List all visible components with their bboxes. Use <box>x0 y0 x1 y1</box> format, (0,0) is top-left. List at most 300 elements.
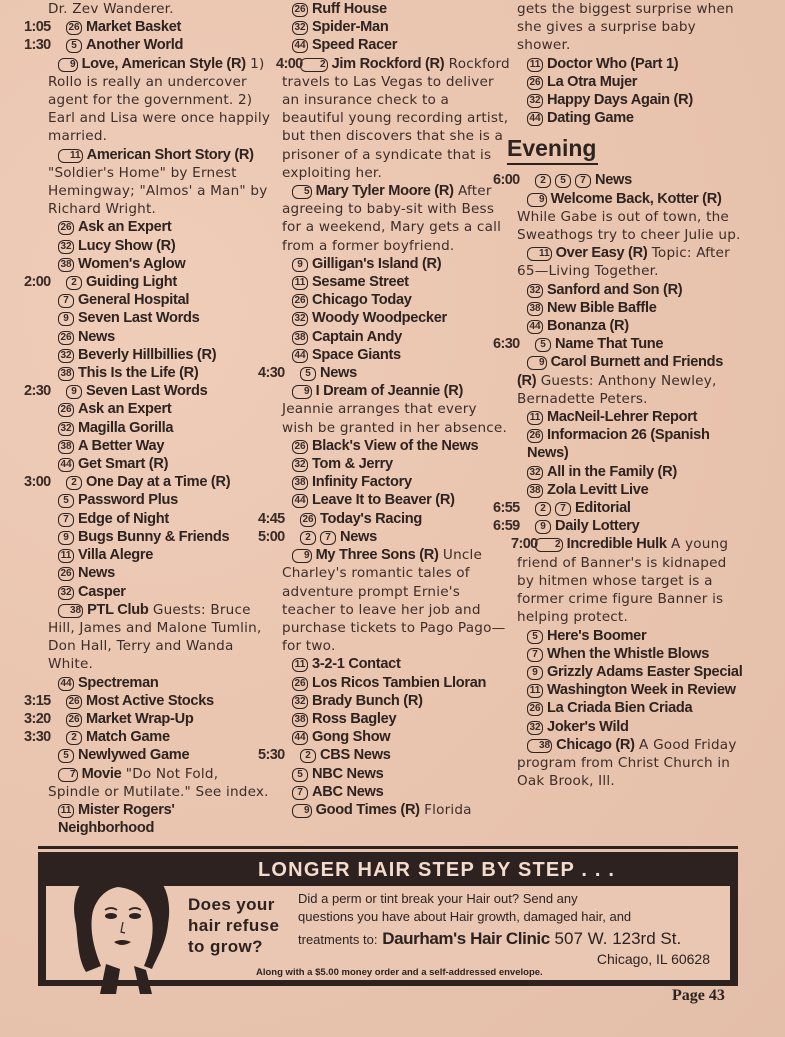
channel-number-icon: 38 <box>527 484 543 498</box>
channel-number-icon: 11 <box>58 804 74 818</box>
channel-number-icon: 26 <box>292 3 308 17</box>
channel-number-icon: 9 <box>58 58 78 72</box>
channel-number-icon: 9 <box>527 356 547 370</box>
listing-entry <box>282 783 510 801</box>
channel-number-icon: 2 <box>66 476 82 490</box>
listing-entry <box>282 309 510 327</box>
listing-entry <box>24 273 272 291</box>
listing-entry <box>517 55 743 73</box>
hair-clinic-ad <box>38 852 738 986</box>
program-description: A Good Friday program from Christ Church in Oak Brook, Ill. <box>517 736 737 790</box>
listing-entry <box>24 728 272 746</box>
channel-number-icon: 26 <box>66 695 82 709</box>
listing-entry <box>48 255 272 273</box>
channel-number-icon: 2 <box>535 538 563 552</box>
channel-number-icon: 32 <box>292 458 308 472</box>
program-title: General Hospital <box>78 292 190 309</box>
program-description: While Gabe is out of town, the Sweathogs try to cheer Julie up. <box>517 208 741 244</box>
program-title: MacNeil-Lehrer Report <box>547 409 698 426</box>
channel-number-icon: 26 <box>58 567 74 581</box>
listing-entry <box>517 190 743 245</box>
channel-number-icon: 32 <box>527 721 543 735</box>
listing-entry <box>48 583 272 601</box>
listing-entry <box>517 281 743 299</box>
listing-entry <box>48 146 272 219</box>
ad-body-line-3-prefix: treatments to: <box>298 932 378 947</box>
channel-number-icon: 9 <box>66 385 82 399</box>
program-description: Florida <box>424 801 472 818</box>
program-title: Chicago Today <box>312 292 412 309</box>
program-title: Edge of Night <box>78 510 169 527</box>
program-description: Jeannie arranges that every wish be granted in her absence. <box>282 401 508 436</box>
program-description: Guests: Anthony Newley, Bernadette Peters. <box>517 372 717 407</box>
listing-entry <box>282 18 510 36</box>
program-title: Woody Woodpecker <box>312 310 447 327</box>
time-slot: 3:30 <box>24 729 51 746</box>
program-title: Washington Week in Review <box>547 682 736 699</box>
program-title: This Is the Life (R) <box>78 365 199 382</box>
listing-column-2 <box>258 0 510 819</box>
ad-body-text <box>298 890 718 967</box>
channel-number-icon: 9 <box>58 312 74 326</box>
program-title: Women's Aglow <box>78 255 186 272</box>
listing-entry <box>517 481 743 499</box>
listing-entry <box>282 273 510 291</box>
channel-number-icon: 2 <box>300 531 316 545</box>
program-title: Over Easy (R) <box>555 245 648 262</box>
channel-number-icon: 2 <box>300 749 316 763</box>
ad-city: Chicago, IL 60628 <box>596 951 710 967</box>
channel-number-icon: 5 <box>66 39 82 53</box>
program-title: Market Basket <box>86 19 182 36</box>
program-description: 1) Rollo is really an undercover agent for the government. 2) Earl and Lisa were once happily married. <box>48 55 271 145</box>
ad-banner-headline: LONGER HAIR STEP BY STEP . . . <box>258 859 616 881</box>
listing-entry <box>517 317 743 335</box>
channel-number-icon: 5 <box>555 174 571 188</box>
program-title: Carol Burnett and Friends (R) <box>517 354 724 389</box>
program-title: Editorial <box>575 500 631 517</box>
ad-question: Does your hair refuse to grow? <box>188 895 280 956</box>
program-title: Incredible Hulk <box>566 536 667 553</box>
program-title: All in the Family (R) <box>547 463 677 480</box>
program-title: Sesame Street <box>312 274 409 291</box>
program-title: Magilla Gorilla <box>78 419 174 436</box>
listing-entry <box>282 710 510 728</box>
listing-column-3 <box>493 0 743 790</box>
program-title: Seven Last Words <box>86 383 208 400</box>
listing-entry <box>517 645 743 663</box>
channel-number-icon: 5 <box>58 749 74 763</box>
program-title: Captain Andy <box>312 328 402 345</box>
listing-entry <box>48 510 272 528</box>
program-title: Ask an Expert <box>78 401 172 418</box>
program-title: NBC News <box>312 765 384 782</box>
time-slot: 2:00 <box>24 274 51 291</box>
channel-number-icon: 9 <box>292 385 312 399</box>
listing-entry <box>48 674 272 692</box>
program-title: Bonanza (R) <box>547 318 629 335</box>
channel-number-icon: 5 <box>292 185 312 199</box>
program-title: Bugs Bunny & Friends <box>78 528 230 545</box>
listing-entry <box>48 0 272 18</box>
listing-entry <box>48 546 272 564</box>
channel-number-icon: 7 <box>58 294 74 308</box>
channel-number-icon: 26 <box>292 440 308 454</box>
listing-entry <box>48 746 272 764</box>
channel-number-icon: 5 <box>300 367 316 381</box>
listing-entry <box>24 382 272 400</box>
program-title: Chicago (R) <box>556 736 635 753</box>
listing-entry <box>517 109 743 127</box>
program-title: Love, American Style (R) <box>81 55 246 72</box>
channel-number-icon: 5 <box>292 768 308 782</box>
program-title: News <box>320 365 357 382</box>
channel-number-icon: 32 <box>58 349 74 363</box>
program-title: Villa Alegre <box>78 547 154 564</box>
listing-entry <box>511 535 743 626</box>
listing-entry <box>282 255 510 273</box>
section-heading-wrap <box>507 127 743 171</box>
listing-entry <box>48 218 272 236</box>
listing-entry <box>24 36 272 54</box>
program-title: Match Game <box>86 729 170 746</box>
channel-number-icon: 38 <box>58 440 74 454</box>
channel-number-icon: 32 <box>58 422 74 436</box>
channel-number-icon: 32 <box>58 586 74 600</box>
channel-number-icon: 11 <box>527 684 543 698</box>
ad-top-rule <box>38 846 738 849</box>
program-title: Zola Levitt Live <box>547 481 649 498</box>
channel-number-icon: 9 <box>58 531 74 545</box>
program-title: Space Giants <box>312 346 401 363</box>
listing-entry <box>48 601 272 674</box>
channel-number-icon: 9 <box>527 193 547 207</box>
page-number: Page 43 <box>672 987 725 1004</box>
time-slot: 3:00 <box>24 474 51 491</box>
time-slot: 6:00 <box>493 172 520 189</box>
listing-entry <box>24 18 272 36</box>
listing-entry <box>48 55 272 146</box>
channel-number-icon: 44 <box>292 494 308 508</box>
time-slot: 5:30 <box>258 747 285 764</box>
channel-number-icon: 2 <box>535 174 551 188</box>
program-description: "Soldier's Home" by Ernest Hemingway; "Almos' a Man" by Richard Wright. <box>48 164 268 218</box>
channel-number-icon: 9 <box>292 804 312 818</box>
listing-entry <box>48 237 272 255</box>
program-title: Newlywed Game <box>78 747 190 764</box>
program-title: PTL Club <box>87 601 149 618</box>
program-title: Spectreman <box>78 674 159 691</box>
channel-number-icon: 11 <box>292 276 308 290</box>
channel-number-icon: 9 <box>292 549 312 563</box>
listing-entry <box>48 765 272 801</box>
program-title: Jim Rockford (R) <box>331 55 445 72</box>
program-title: Here's Boomer <box>547 627 647 644</box>
listing-entry <box>493 499 743 517</box>
listing-entry <box>282 346 510 364</box>
program-title: Leave It to Beaver (R) <box>312 492 455 509</box>
listing-entry <box>517 0 743 55</box>
channel-number-icon: 38 <box>527 739 552 753</box>
program-description: Dr. Zev Wanderer. <box>48 1 174 17</box>
program-title: Today's Racing <box>320 510 422 527</box>
channel-number-icon: 26 <box>527 702 543 716</box>
listing-entry <box>517 353 743 408</box>
channel-number-icon: 2 <box>66 731 82 745</box>
channel-number-icon: 26 <box>292 677 308 691</box>
channel-number-icon: 5 <box>527 630 543 644</box>
program-description: "Do Not Fold, Spindle or Mutilate." See index. <box>48 765 269 800</box>
listing-entry <box>24 710 272 728</box>
program-title: Dating Game <box>547 110 634 127</box>
program-title: News <box>78 565 115 582</box>
time-slot: 6:59 <box>493 518 520 535</box>
channel-number-icon: 7 <box>58 513 74 527</box>
listing-entry <box>282 674 510 692</box>
listing-entry <box>48 364 272 382</box>
program-title: Doctor Who (Part 1) <box>547 55 679 72</box>
channel-number-icon: 32 <box>292 21 308 35</box>
channel-number-icon: 44 <box>58 458 74 472</box>
woman-face-illustration-icon <box>56 854 176 994</box>
channel-number-icon: 26 <box>58 331 74 345</box>
listing-entry <box>48 400 272 418</box>
ad-body-line-2: questions you have about Hair growth, damaged hair, and <box>298 909 632 924</box>
program-title: Another World <box>86 37 184 54</box>
ad-clinic-name: Daurham's Hair Clinic <box>382 929 550 948</box>
listing-entry <box>493 517 743 535</box>
program-title: Brady Bunch (R) <box>312 692 423 709</box>
listing-entry <box>282 692 510 710</box>
channel-number-icon: 44 <box>58 677 74 691</box>
listing-entry <box>48 328 272 346</box>
program-title: Beverly Hillbillies (R) <box>78 346 217 363</box>
channel-number-icon: 44 <box>527 112 543 126</box>
program-title: I Dream of Jeannie (R) <box>315 383 464 400</box>
listing-entry <box>517 627 743 645</box>
listing-entry <box>517 463 743 481</box>
listing-entry <box>48 528 272 546</box>
program-title: Daily Lottery <box>555 518 640 535</box>
channel-number-icon: 38 <box>527 302 543 316</box>
channel-number-icon: 9 <box>292 258 308 272</box>
listing-entry <box>282 491 510 509</box>
program-title: Mister Rogers' Neighborhood <box>58 801 175 837</box>
listing-entry <box>282 382 510 437</box>
channel-number-icon: 26 <box>58 403 74 417</box>
listing-entry <box>517 718 743 736</box>
ad-body-line-1: Did a perm or tint break your Hair out? Send any <box>298 891 578 906</box>
channel-number-icon: 2 <box>535 502 551 516</box>
channel-number-icon: 26 <box>300 513 316 527</box>
listing-entry <box>282 455 510 473</box>
listing-entry <box>24 473 272 491</box>
channel-number-icon: 11 <box>58 549 74 563</box>
time-slot: 2:30 <box>24 383 51 400</box>
listing-entry <box>48 491 272 509</box>
channel-number-icon: 38 <box>58 604 83 618</box>
program-title: La Otra Mujer <box>547 73 638 90</box>
program-title: Casper <box>78 583 126 600</box>
listing-entry <box>282 437 510 455</box>
program-description: gets the biggest surprise when she gives a surprise baby shower. <box>517 1 734 54</box>
listing-entry <box>517 681 743 699</box>
listing-entry <box>517 299 743 317</box>
program-title: New Bible Baffle <box>547 299 657 316</box>
channel-number-icon: 32 <box>527 284 543 298</box>
program-title: Infinity Factory <box>312 474 412 491</box>
channel-number-icon: 38 <box>292 331 308 345</box>
listing-entry <box>24 692 272 710</box>
listing-entry <box>517 699 743 717</box>
channel-number-icon: 9 <box>527 666 543 680</box>
program-title: Sanford and Son (R) <box>547 281 683 298</box>
program-title: News <box>340 528 377 545</box>
time-slot: 3:20 <box>24 710 51 727</box>
program-title: Spider-Man <box>312 19 389 36</box>
channel-number-icon: 7 <box>320 531 336 545</box>
channel-number-icon: 32 <box>58 240 74 254</box>
program-title: Seven Last Words <box>78 310 200 327</box>
program-title: Happy Days Again (R) <box>547 92 693 109</box>
channel-number-icon: 26 <box>58 221 74 235</box>
program-title: Lucy Show (R) <box>78 237 176 254</box>
program-title: Speed Racer <box>312 37 398 54</box>
channel-number-icon: 38 <box>292 476 308 490</box>
channel-number-icon: 32 <box>292 312 308 326</box>
listing-entry <box>517 736 743 791</box>
program-title: Password Plus <box>78 492 178 509</box>
channel-number-icon: 7 <box>527 648 543 662</box>
listing-entry <box>258 510 510 528</box>
channel-number-icon: 44 <box>292 39 308 53</box>
listing-entry <box>48 801 272 837</box>
listing-entry <box>517 426 743 462</box>
listing-entry <box>282 328 510 346</box>
listing-entry <box>48 437 272 455</box>
channel-number-icon: 11 <box>58 149 83 163</box>
listing-entry <box>493 335 743 353</box>
time-slot: 5:00 <box>258 528 285 545</box>
listing-entry <box>282 291 510 309</box>
listing-entry <box>48 455 272 473</box>
listing-entry <box>517 663 743 681</box>
listing-entry <box>282 546 510 655</box>
listing-entry <box>258 364 510 382</box>
channel-number-icon: 32 <box>292 695 308 709</box>
listing-entry <box>517 91 743 109</box>
ad-address-line <box>298 928 718 951</box>
time-slot: 6:30 <box>493 336 520 353</box>
channel-number-icon: 38 <box>292 713 308 727</box>
program-title: La Criada Bien Criada <box>547 700 693 717</box>
program-title: Grizzly Adams Easter Special <box>547 663 743 680</box>
channel-number-icon: 26 <box>527 76 543 90</box>
channel-number-icon: 11 <box>527 247 552 261</box>
program-title: A Better Way <box>78 437 165 454</box>
program-title: News <box>78 328 115 345</box>
channel-number-icon: 11 <box>527 58 543 72</box>
listing-entry <box>282 36 510 54</box>
time-slot: 6:55 <box>493 500 520 517</box>
time-slot: 1:30 <box>24 37 51 54</box>
channel-number-icon: 44 <box>292 349 308 363</box>
listing-entry <box>282 0 510 18</box>
program-title: When the Whistle Blows <box>547 645 710 662</box>
program-title: News <box>595 172 632 189</box>
listing-entry <box>48 564 272 582</box>
channel-number-icon: 44 <box>527 320 543 334</box>
program-description: After agreeing to baby-sit with Bess for a weekend, Mary gets a call from a former boyfriend. <box>282 183 502 254</box>
channel-number-icon: 2 <box>300 58 328 72</box>
program-title: Gong Show <box>312 729 391 746</box>
time-slot: 4:30 <box>258 365 285 382</box>
program-title: Gilligan's Island (R) <box>312 255 442 272</box>
channel-number-icon: 38 <box>58 367 74 381</box>
program-description: Topic: After 65—Living Together. <box>517 245 730 280</box>
program-title: CBS News <box>320 747 391 764</box>
channel-number-icon: 26 <box>527 429 543 443</box>
channel-number-icon: 44 <box>292 731 308 745</box>
time-slot: 4:00 <box>276 55 303 72</box>
program-title: Good Times (R) <box>315 801 420 818</box>
program-title: Movie <box>81 765 122 782</box>
channel-number-icon: 9 <box>535 520 551 534</box>
program-title: Most Active Stocks <box>86 692 214 709</box>
program-description: Guests: Bruce Hill, James and Malone Tumlin, Don Hall, Terry and Wanda White. <box>48 601 262 673</box>
channel-number-icon: 32 <box>527 94 543 108</box>
program-title: ABC News <box>312 783 384 800</box>
program-title: Mary Tyler Moore (R) <box>315 183 454 200</box>
ad-street-address: 507 W. 123rd St. <box>554 929 682 948</box>
listing-entry <box>493 171 743 189</box>
program-title: Informacion 26 (Spanish News) <box>527 427 710 462</box>
listing-entry <box>282 655 510 673</box>
program-description: A young friend of Banner's is kidnaped by hitmen whose target is a former crime figure Banner is helping protect. <box>517 536 729 626</box>
listing-entry <box>276 55 510 182</box>
channel-number-icon: 32 <box>527 466 543 480</box>
listing-column-1 <box>24 0 272 837</box>
program-title: Los Ricos Tambien Lloran <box>312 674 487 691</box>
program-title: My Three Sons (R) <box>315 547 439 564</box>
channel-number-icon: 7 <box>575 174 591 188</box>
program-title: Welcome Back, Kotter (R) <box>550 190 722 207</box>
listing-entry <box>48 291 272 309</box>
channel-number-icon: 26 <box>292 294 308 308</box>
channel-number-icon: 5 <box>535 338 551 352</box>
program-title: One Day at a Time (R) <box>86 474 231 491</box>
listing-entry <box>517 408 743 426</box>
program-title: Joker's Wild <box>547 718 629 735</box>
listing-entry <box>48 309 272 327</box>
time-slot: 1:05 <box>24 19 51 36</box>
listing-entry <box>282 182 510 255</box>
listing-entry <box>48 419 272 437</box>
channel-number-icon: 5 <box>58 494 74 508</box>
channel-number-icon: 26 <box>66 21 82 35</box>
program-title: Name That Tune <box>555 336 664 353</box>
listing-entry <box>282 801 510 819</box>
channel-number-icon: 7 <box>58 768 78 782</box>
program-title: Tom & Jerry <box>312 456 393 473</box>
time-slot: 7:00 <box>511 536 538 553</box>
listing-entry <box>48 346 272 364</box>
ad-footnote: Along with a $5.00 money order and a self-addressed envelope. <box>256 967 543 978</box>
channel-number-icon: 11 <box>292 658 308 672</box>
channel-number-icon: 26 <box>66 713 82 727</box>
program-title: American Short Story (R) <box>86 146 254 163</box>
program-title: Ask an Expert <box>78 219 172 236</box>
